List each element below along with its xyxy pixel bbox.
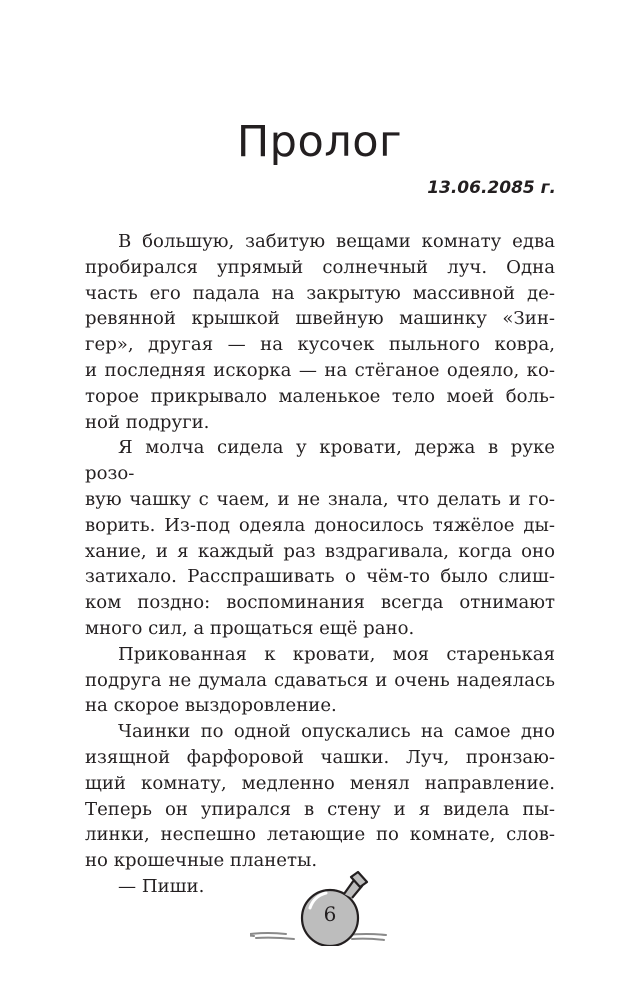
text-line: часть его падала на закрытую массивной де-: [85, 282, 555, 304]
text-line: Я молча сидела у кровати, держа в руке розо-: [85, 437, 555, 485]
text-line: и последняя искорка — на стёганое одеяло, ко-: [85, 359, 555, 381]
chapter-text: [85, 229, 555, 900]
text-line: ревянной крышкой швейную машинку «Зин-: [85, 308, 555, 330]
text-line: ворить. Из-под одеяла доносилось тяжёлое ды-: [85, 514, 555, 536]
text-line: — Пиши.: [118, 875, 205, 897]
text-line: но крошечные планеты.: [85, 850, 318, 872]
paragraph-3: [85, 642, 555, 719]
text-line: В большую, забитую вещами комнату едва: [118, 231, 555, 252]
text-line: Теперь он упирался в стену и я видела пы-: [85, 798, 555, 820]
text-line: щий комнату, медленно менял направление.: [85, 772, 555, 794]
paragraph-2: [85, 435, 555, 641]
text-line: линки, неспешно летающие по комнате, слов-: [85, 824, 555, 846]
text-line: гер», другая — на кусочек пыльного ковра,: [85, 334, 555, 356]
text-line: ком поздно: воспоминания всегда отнимают: [85, 592, 555, 614]
page-number: 6: [323, 902, 337, 926]
text-line: затихало. Расспрашивать о чём-то было слиш-: [85, 566, 555, 588]
text-line: изящной фарфоровой чашки. Луч, пронзаю-: [85, 746, 555, 768]
page-footer: [0, 866, 639, 946]
text-line: много сил, а прощаться ещё рано.: [85, 617, 415, 639]
text-line: торое прикрывало маленькое тело моей боль-: [85, 385, 555, 407]
text-line: Прикованная к кровати, моя старенькая: [118, 643, 555, 665]
chapter-date: 13.06.2085 г.: [427, 178, 556, 198]
chapter-title: Пролог: [236, 117, 403, 167]
text-line: подруга не думала сдаваться и очень надеялась: [85, 669, 555, 691]
text-line: пробирался упрямый солнечный луч. Одна: [85, 256, 555, 278]
text-line: ной подруги.: [85, 411, 210, 433]
paragraph-1: [85, 229, 555, 435]
text-line: Чаинки по одной опускались на самое дно: [118, 721, 555, 743]
text-line: хание, и я каждый раз вздрагивала, когда оно: [85, 540, 555, 562]
paragraph-4: [85, 719, 555, 874]
text-line: на скорое выздоровление.: [85, 695, 337, 717]
text-line: вую чашку с чаем, и не знала, что делать и го-: [85, 488, 555, 510]
